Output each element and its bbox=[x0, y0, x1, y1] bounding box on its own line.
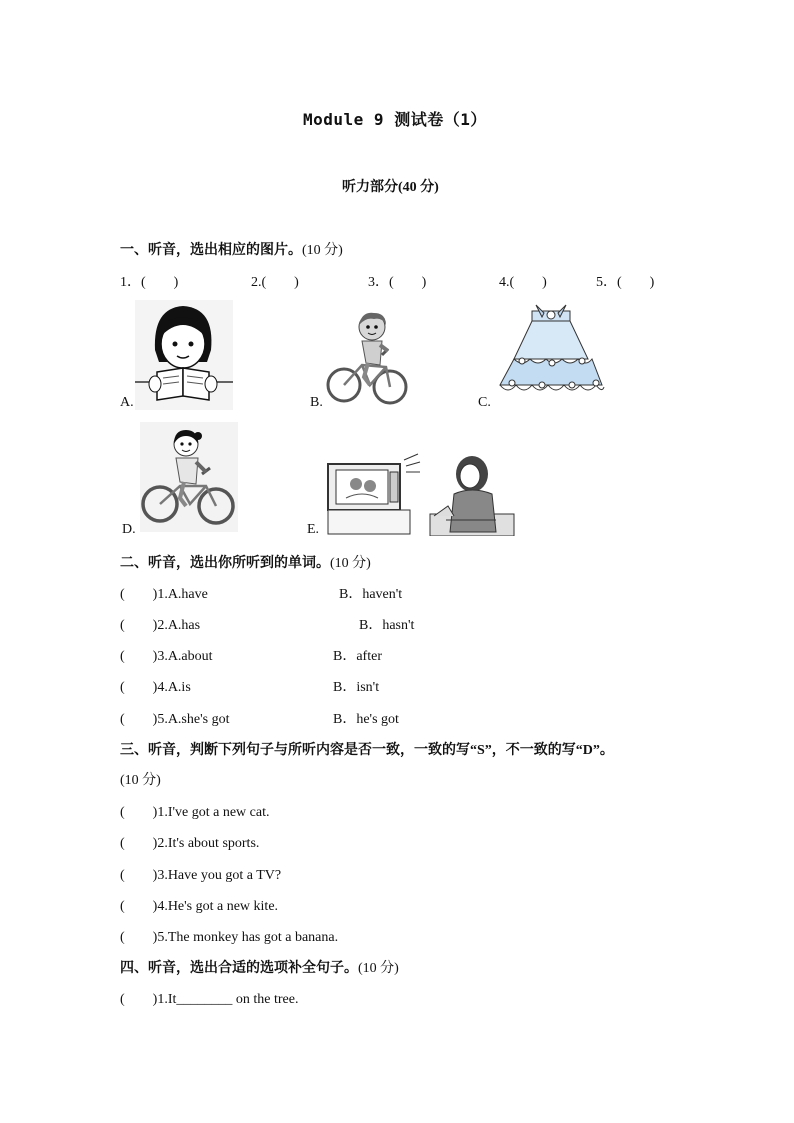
section1-heading bbox=[120, 239, 343, 259]
sec2-q5-option-b: B．he's got bbox=[333, 712, 399, 727]
section2-heading bbox=[120, 552, 371, 572]
answer-blank-1[interactable]: 1．( ) bbox=[120, 275, 179, 290]
section3-heading: 三、听音，判断下列句子与所听内容是否一致，一致的写“S”，不一致的写“D”。 bbox=[120, 743, 614, 758]
sec4-item-1: ( )1.It________ on the tree. bbox=[120, 992, 299, 1007]
sec2-q2: ( )2.A.has bbox=[120, 618, 201, 633]
sec3-item-4: ( )4.He's got a new kite. bbox=[120, 899, 279, 914]
page-subtitle: 听力部分(40 分) bbox=[342, 180, 439, 195]
answer-blank-2[interactable]: 2.( ) bbox=[251, 275, 299, 290]
picture-label-d: D. bbox=[122, 522, 136, 537]
sec2-q4: ( )4.A.is bbox=[120, 680, 191, 695]
sec2-q3-option-b: B．after bbox=[333, 649, 382, 664]
picture-label-a: A. bbox=[120, 395, 134, 410]
section1-points: (10 分) bbox=[302, 243, 343, 258]
answer-blank-3[interactable]: 3．( ) bbox=[368, 275, 427, 290]
boy-riding-bike-icon bbox=[326, 305, 410, 409]
section3-points: (10 分) bbox=[120, 773, 161, 788]
sec3-item-3: ( )3.Have you got a TV? bbox=[120, 868, 282, 883]
girl-reading-book-icon bbox=[135, 300, 233, 410]
page-title: Module 9 测试卷（1） bbox=[303, 110, 487, 129]
picture-label-e: E. bbox=[307, 522, 320, 537]
sec3-item-5: ( )5.The monkey has got a banana. bbox=[120, 930, 339, 945]
sec2-q1: ( )1.A.have bbox=[120, 587, 208, 602]
sec3-item-1: ( )1.I've got a new cat. bbox=[120, 805, 270, 820]
sec2-q3: ( )3.A.about bbox=[120, 649, 213, 664]
section4-heading bbox=[120, 957, 399, 977]
frilly-skirt-icon bbox=[492, 303, 610, 407]
answer-blank-5[interactable]: 5．( ) bbox=[596, 275, 655, 290]
picture-label-c: C. bbox=[478, 395, 491, 410]
sec2-q4-option-b: B．isn't bbox=[333, 680, 380, 695]
girl-riding-bike-icon bbox=[140, 422, 238, 532]
sec2-q2-option-b: B．hasn't bbox=[359, 618, 415, 633]
sec2-q5: ( )5.A.she's got bbox=[120, 712, 230, 727]
sec3-item-2: ( )2.It's about sports. bbox=[120, 836, 260, 851]
girl-watching-tv-icon bbox=[326, 446, 518, 536]
sec2-q1-option-b: B．haven't bbox=[339, 587, 403, 602]
section2-heading-text: 二、听音，选出你所听到的单词。 bbox=[120, 556, 330, 571]
answer-blank-4[interactable]: 4.( ) bbox=[499, 275, 547, 290]
section4-heading-text: 四、听音，选出合适的选项补全句子。 bbox=[120, 961, 358, 976]
section4-points: (10 分) bbox=[358, 961, 399, 976]
picture-label-b: B. bbox=[310, 395, 323, 410]
section2-points: (10 分) bbox=[330, 556, 371, 571]
section1-heading-text: 一、听音，选出相应的图片。 bbox=[120, 243, 302, 258]
